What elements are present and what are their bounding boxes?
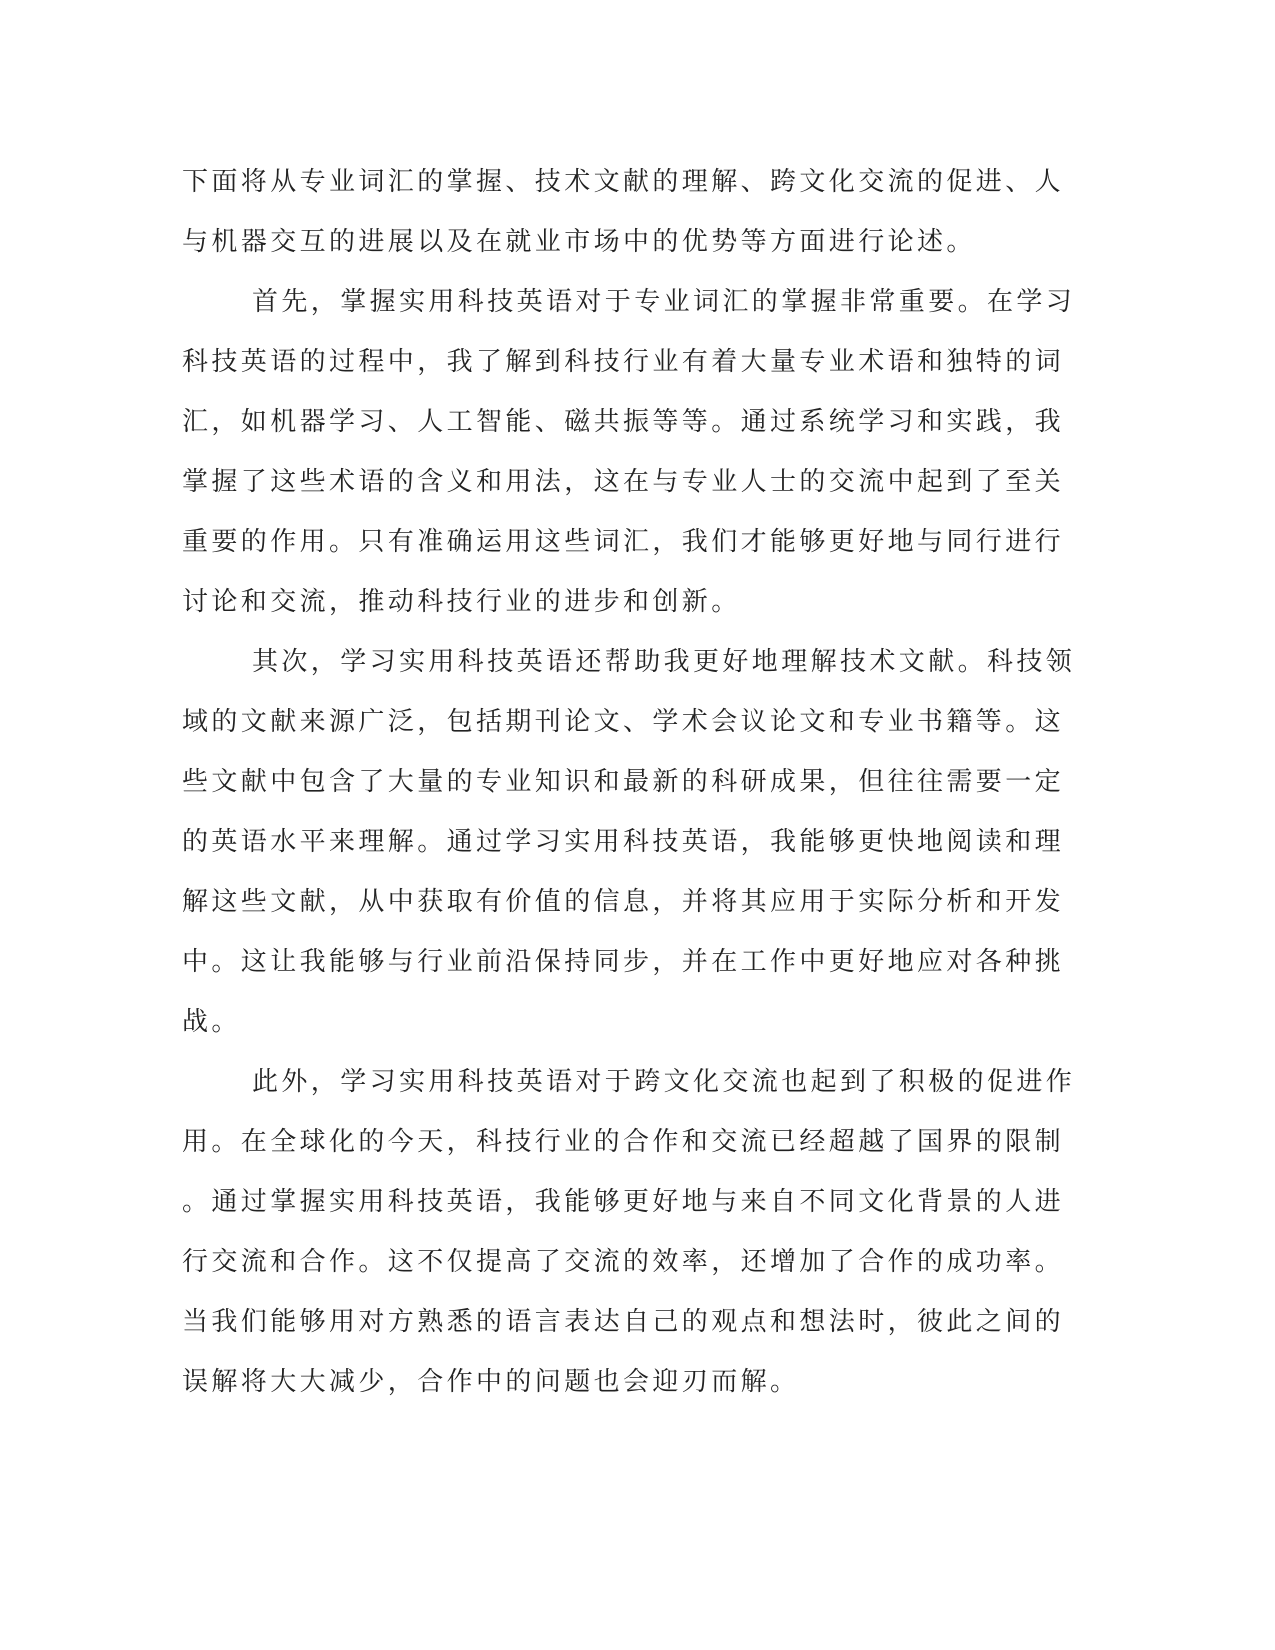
text-line: 中。这让我能够与行业前沿保持同步，并在工作中更好地应对各种挑 xyxy=(182,947,1065,977)
text-line: 当我们能够用对方熟悉的语言表达自己的观点和想法时，彼此之间的 xyxy=(182,1307,1065,1337)
text-line: 域的文献来源广泛，包括期刊论文、学术会议论文和专业书籍等。这 xyxy=(182,707,1065,737)
text-line: 掌握了这些术语的含义和用法，这在与专业人士的交流中起到了至关 xyxy=(182,467,1065,497)
text-line: 讨论和交流，推动科技行业的进步和创新。 xyxy=(182,587,741,617)
text-line: 些文献中包含了大量的专业知识和最新的科研成果，但往往需要一定 xyxy=(182,767,1065,797)
text-line: 的英语水平来理解。通过学习实用科技英语，我能够更快地阅读和理 xyxy=(182,827,1065,857)
text-line: 战。 xyxy=(182,1007,241,1037)
document-body xyxy=(182,152,1076,1412)
text-line: 用。在全球化的今天，科技行业的合作和交流已经超越了国界的限制 xyxy=(182,1127,1065,1157)
text-line: 解这些文献，从中获取有价值的信息，并将其应用于实际分析和开发 xyxy=(182,887,1065,917)
text-line: 汇，如机器学习、人工智能、磁共振等等。通过系统学习和实践，我 xyxy=(182,407,1065,437)
text-line: 重要的作用。只有准确运用这些词汇，我们才能够更好地与同行进行 xyxy=(182,527,1065,557)
text-line: 下面将从专业词汇的掌握、技术文献的理解、跨文化交流的促进、人 xyxy=(182,167,1065,197)
paragraph-first-line: 首先，掌握实用科技英语对于专业词汇的掌握非常重要。在学习 xyxy=(252,287,1076,317)
paragraph-first-line: 其次，学习实用科技英语还帮助我更好地理解技术文献。科技领 xyxy=(252,647,1076,677)
text-line: 行交流和合作。这不仅提高了交流的效率，还增加了合作的成功率。 xyxy=(182,1247,1065,1277)
text-line: 误解将大大减少，合作中的问题也会迎刃而解。 xyxy=(182,1367,800,1397)
paragraph-first-line: 此外，学习实用科技英语对于跨文化交流也起到了积极的促进作 xyxy=(252,1067,1076,1097)
text-line: 与机器交互的进展以及在就业市场中的优势等方面进行论述。 xyxy=(182,227,976,257)
text-line: 科技英语的过程中，我了解到科技行业有着大量专业术语和独特的词 xyxy=(182,347,1065,377)
text-line: 。通过掌握实用科技英语，我能够更好地与来自不同文化背景的人进 xyxy=(182,1187,1065,1217)
